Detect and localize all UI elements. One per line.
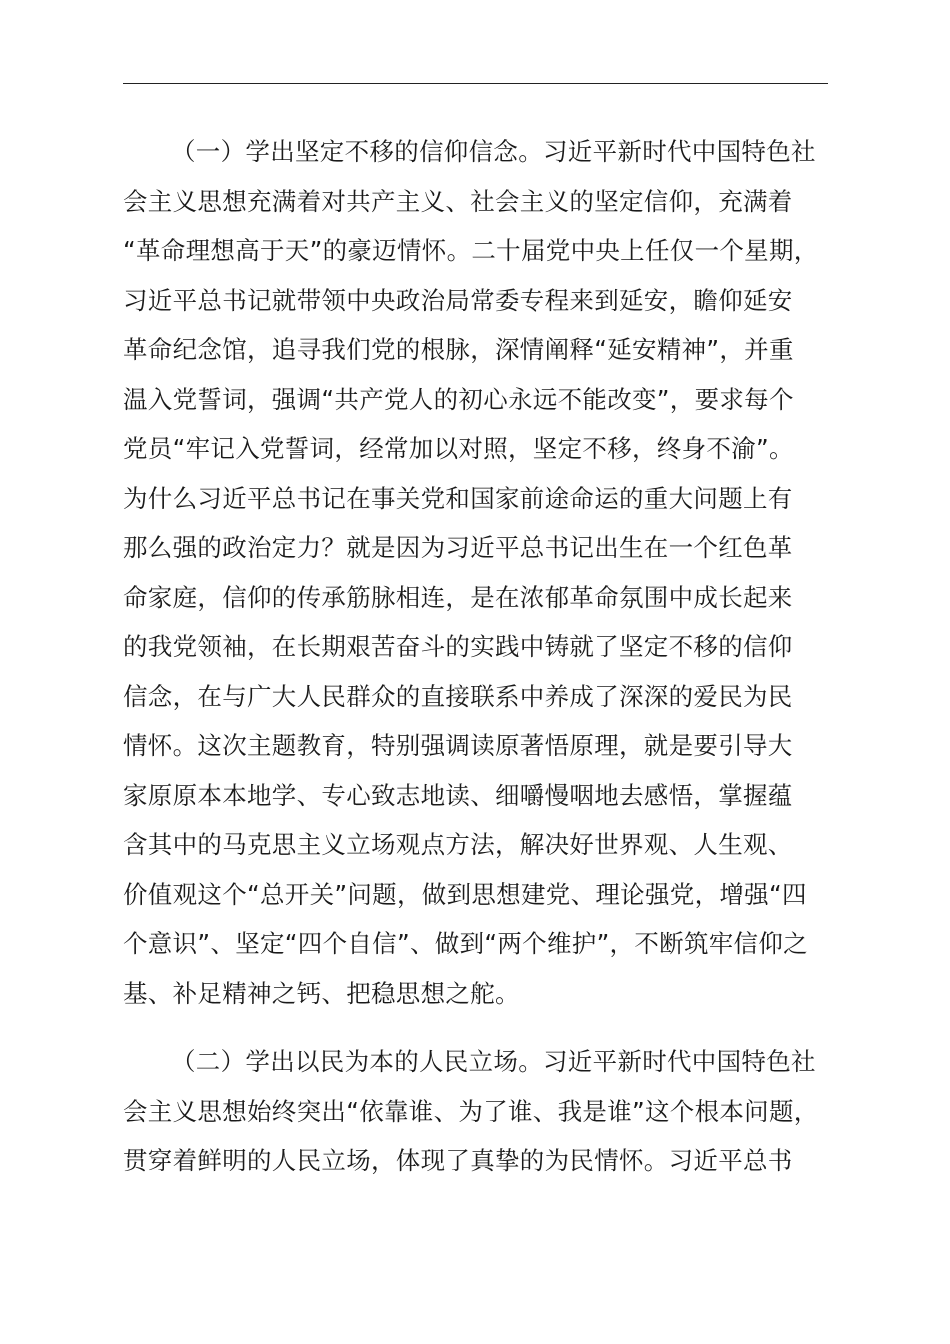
paragraph-line: （二）学出以民为本的人民立场。习近平新时代中国特色社	[171, 1047, 816, 1076]
paragraph-2	[123, 1037, 832, 1186]
paragraph-line: 含其中的马克思主义立场观点方法，解决好世界观、人生观、	[123, 830, 793, 859]
header-rule	[123, 83, 828, 84]
paragraph-line: 情怀。这次主题教育，特别强调读原著悟原理，就是要引导大	[123, 731, 793, 760]
paragraph-line: 那么强的政治定力？就是因为习近平总书记出生在一个红色革	[123, 533, 793, 562]
paragraph-1	[123, 127, 832, 1018]
paragraph-line: 的我党领袖，在长期艰苦奋斗的实践中铸就了坚定不移的信仰	[123, 632, 793, 661]
paragraph-line: “革命理想高于天”的豪迈情怀。二十届党中央上任仅一个星期，	[123, 236, 819, 265]
paragraph-line: 基、补足精神之钙、把稳思想之舵。	[123, 978, 520, 1008]
paragraph-line: 革命纪念馆，追寻我们党的根脉，深情阐释“延安精神”，并重	[123, 335, 794, 364]
paragraph-line: 信念，在与广大人民群众的直接联系中养成了深深的爱民为民	[123, 681, 793, 711]
paragraph-line: 为什么习近平总书记在事关党和国家前途命运的重大问题上有	[123, 483, 793, 513]
paragraph-line: 个意识”、坚定“四个自信”、做到“两个维护”，不断筑牢信仰之	[123, 929, 808, 958]
paragraph-line: 家原原本本地学、专心致志地读、细嚼慢咽地去感悟，掌握蕴	[123, 780, 793, 810]
paragraph-line: 温入党誓词，强调“共产党人的初心永远不能改变”，要求每个	[123, 384, 794, 414]
paragraph-line: 党员“牢记入党誓词，经常加以对照，坚定不移，终身不渝”。	[123, 434, 794, 463]
paragraph-line: 价值观这个“总开关”问题，做到思想建党、理论强党，增强“四	[123, 879, 807, 909]
paragraph-line: 贯穿着鲜明的人民立场，体现了真挚的为民情怀。习近平总书	[123, 1146, 793, 1175]
paragraph-line: （一）学出坚定不移的信仰信念。习近平新时代中国特色社	[171, 137, 816, 166]
paragraph-line: 习近平总书记就带领中央政治局常委专程来到延安，瞻仰延安	[123, 285, 793, 315]
paragraph-line: 会主义思想充满着对共产主义、社会主义的坚定信仰，充满着	[123, 186, 793, 216]
paragraph-line: 命家庭，信仰的传承筋脉相连，是在浓郁革命氛围中成长起来	[123, 582, 793, 612]
paragraph-line: 会主义思想始终突出“依靠谁、为了谁、我是谁”这个根本问题，	[123, 1096, 819, 1126]
